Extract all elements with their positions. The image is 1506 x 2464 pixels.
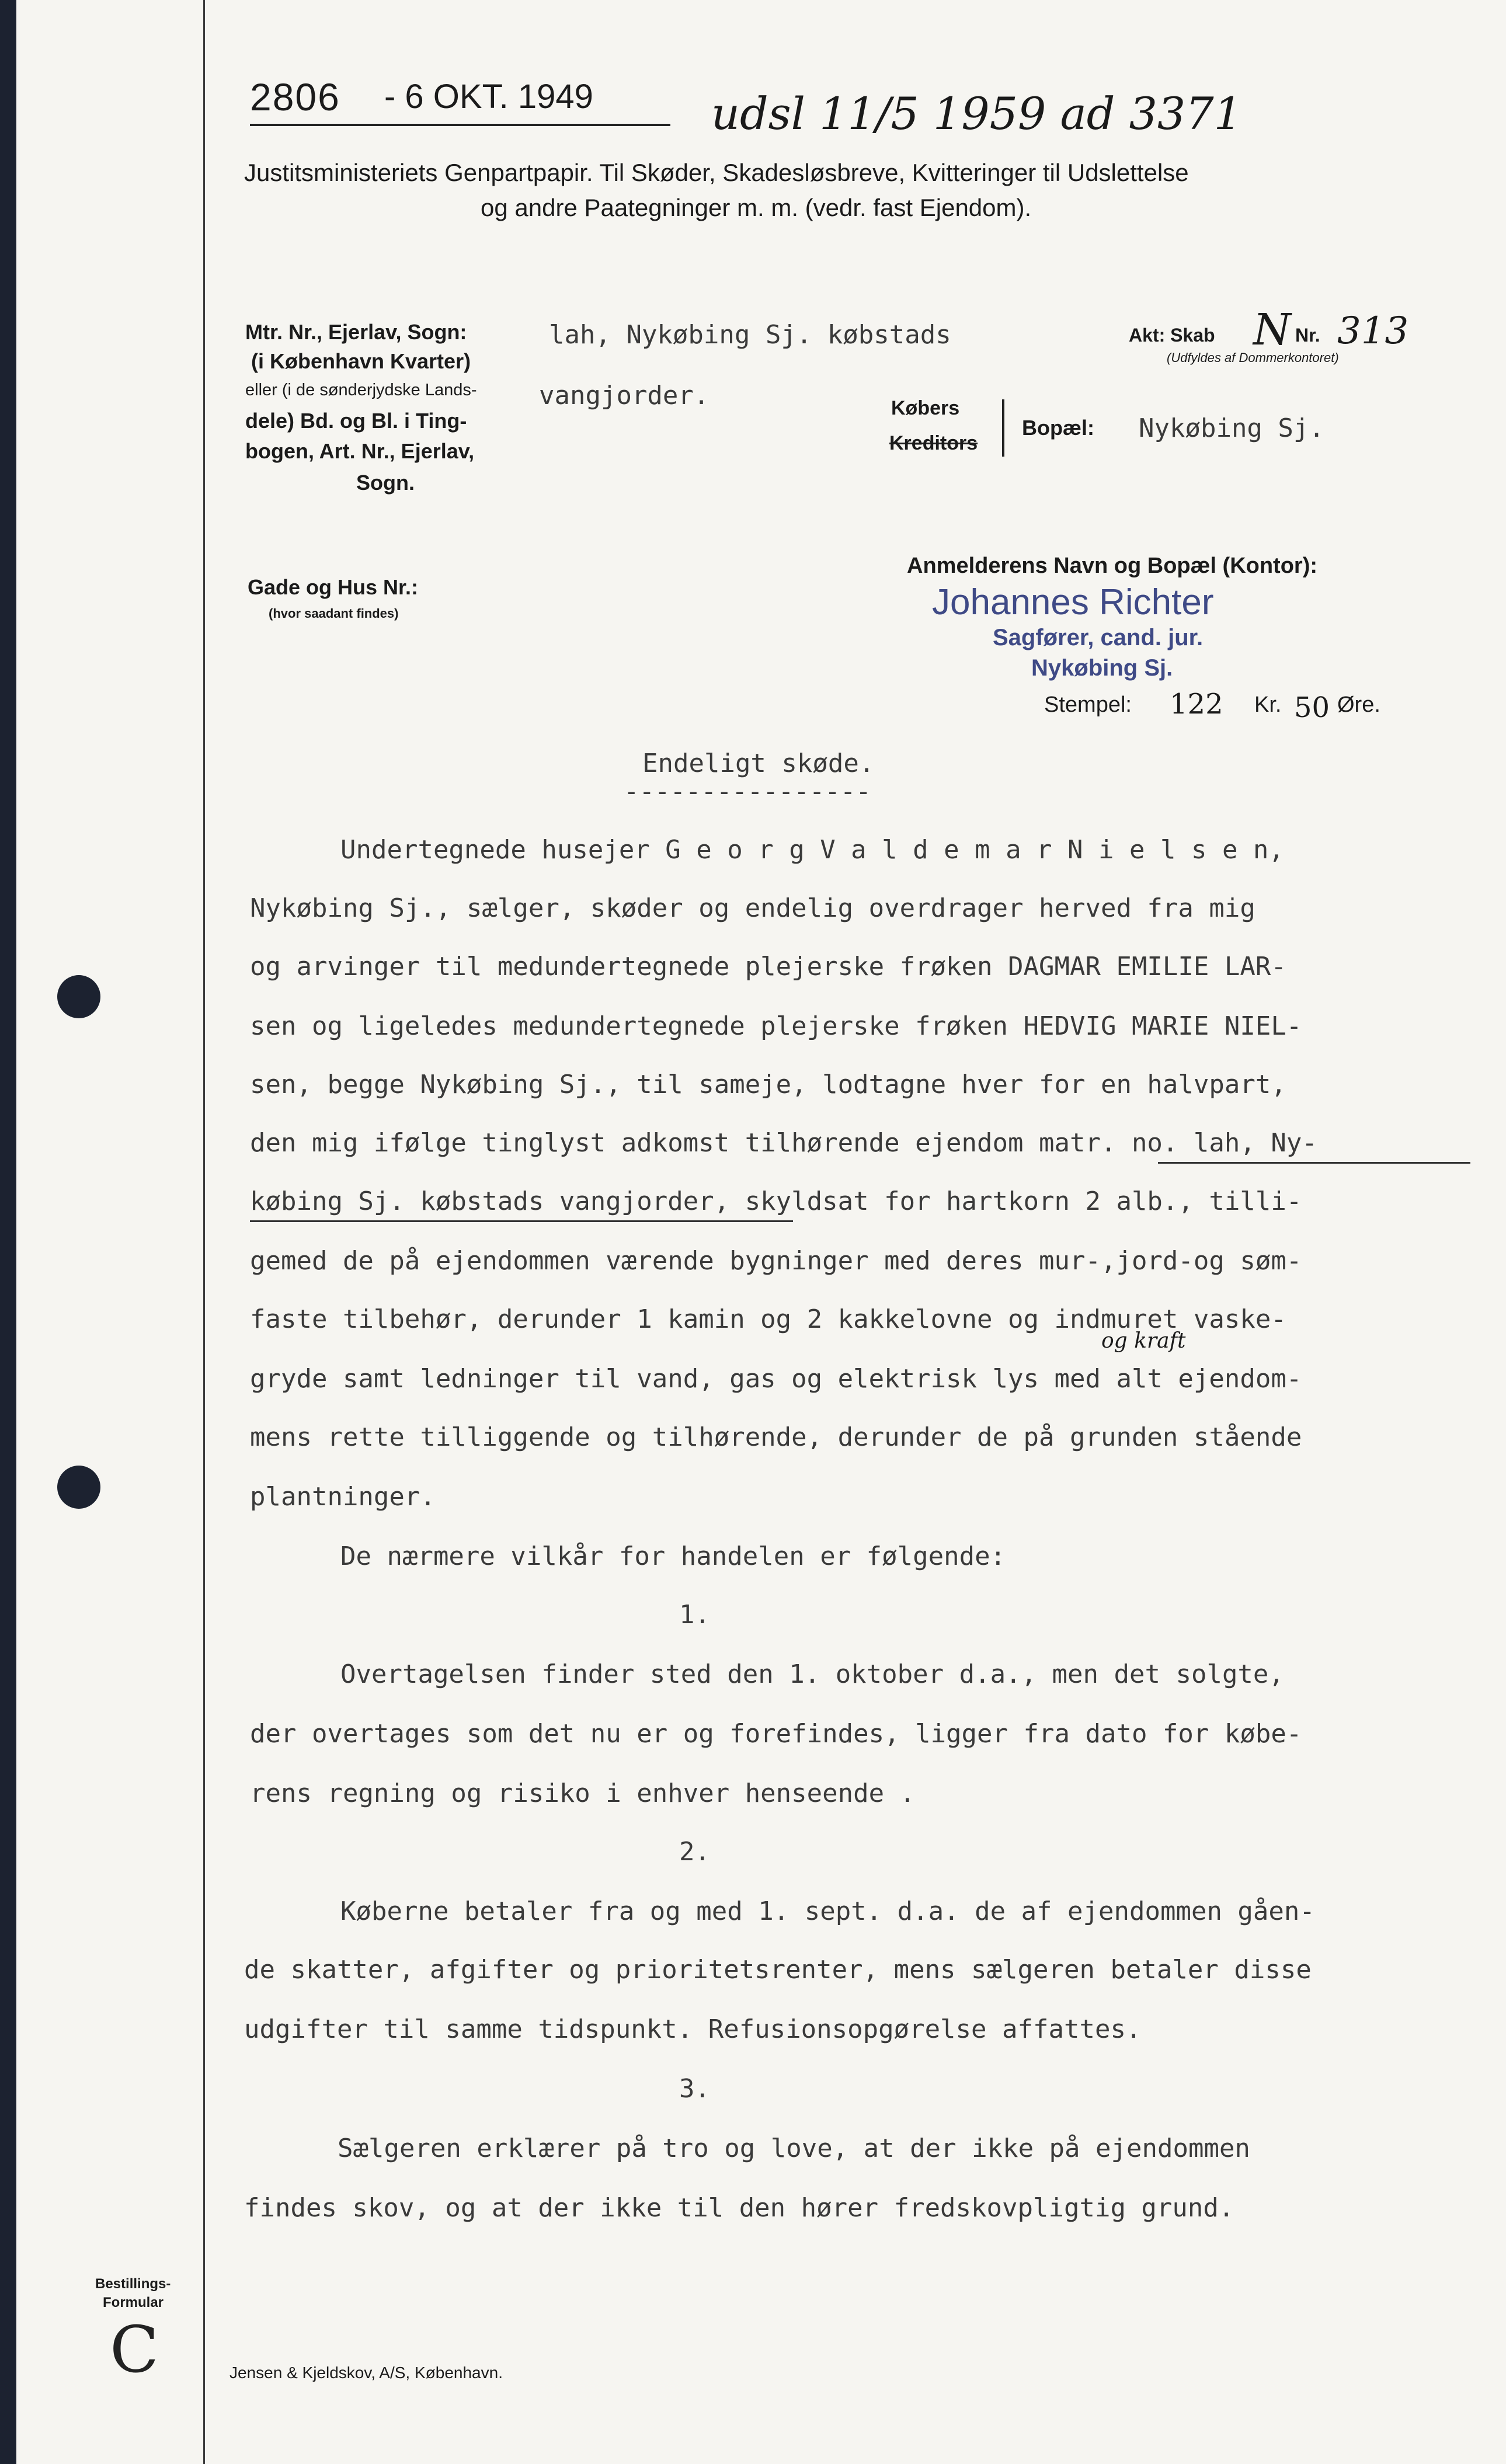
punch-hole-bottom — [57, 1466, 100, 1509]
kreditors-label: Kreditors — [889, 432, 978, 454]
handwritten-insert: og kraft — [1101, 1329, 1186, 1353]
bopael-label: Bopæl: — [1022, 416, 1094, 440]
body-line: der overtages som det nu er og forefindes, ligger fra dato for købe- — [250, 1719, 1302, 1749]
stempel-label: Stempel: — [1044, 692, 1132, 717]
body-line: Køberne betaler fra og med 1. sept. d.a. de af ejendommen gåen- — [340, 1896, 1315, 1926]
body-line: sen, begge Nykøbing Sj., til sameje, lodtagne hver for en halvpart, — [250, 1070, 1286, 1099]
anmelder-name-stamp: Johannes Richter — [932, 582, 1214, 622]
akt-note: (Udfyldes af Dommerkontoret) — [1167, 350, 1339, 365]
underline — [1158, 1162, 1470, 1164]
punch-hole-top — [57, 975, 100, 1018]
form-letter: C — [110, 2312, 159, 2387]
body-line: og arvinger til medundertegnede plejerske frøken DAGMAR EMILIE LAR- — [250, 952, 1286, 982]
mtr-label-3: eller (i de sønderjydske Lands- — [245, 381, 477, 399]
gade-label: Gade og Hus Nr.: — [248, 575, 419, 599]
printer-credit: Jensen & Kjeldskov, A/S, København. — [229, 2364, 503, 2382]
underline — [250, 1220, 793, 1222]
body-line: De nærmere vilkår for handelen er følgende: — [340, 1541, 1006, 1571]
body-line: faste tilbehør, derunder 1 kamin og 2 kakkelovne og indmuret vaske- — [250, 1304, 1286, 1334]
body-line: mens rette tilliggende og tilhørende, derunder de på grunden stående — [250, 1422, 1302, 1452]
bestillings-label-2: Formular — [103, 2295, 164, 2310]
mtr-value-1: lah, Nykøbing Sj. købstads — [549, 320, 951, 350]
deed-heading-rule: ---------------- — [624, 777, 871, 806]
brace — [1002, 399, 1004, 457]
mtr-label-6: Sogn. — [356, 471, 415, 495]
mtr-label-5: bogen, Art. Nr., Ejerlav, — [245, 439, 475, 463]
stempel-ore-value: 50 — [1294, 691, 1330, 724]
mtr-label-1: Mtr. Nr., Ejerlav, Sogn: — [245, 320, 467, 344]
bestillings-label-1: Bestillings- — [95, 2276, 171, 2292]
anmelder-title-stamp: Sagfører, cand. jur. — [993, 625, 1204, 650]
body-line: sen og ligeledes medundertegnede plejerske frøken HEDVIG MARIE NIEL- — [250, 1011, 1302, 1041]
mtr-value-2: vangjorder. — [539, 381, 709, 410]
body-line: rens regning og risiko i enhver henseende . — [250, 1779, 916, 1808]
bopael-value: Nykøbing Sj. — [1139, 413, 1324, 443]
section-number: 1. — [679, 1600, 710, 1630]
date-stamp: - 6 OKT. 1949 — [384, 78, 593, 116]
kr-label: Kr. — [1254, 692, 1282, 717]
ore-label: Øre. — [1337, 692, 1380, 717]
document-number: 2806 — [250, 75, 340, 119]
anmelder-city-stamp: Nykøbing Sj. — [1031, 655, 1173, 681]
body-line: den mig ifølge tinglyst adkomst tilhørende ejendom matr. no. lah, Ny- — [250, 1128, 1317, 1158]
anmelder-label: Anmelderens Navn og Bopæl (Kontor): — [907, 554, 1318, 578]
body-line: de skatter, afgifter og prioritetsrenter, mens sælgeren betaler disse — [244, 1955, 1312, 1985]
mtr-label-4: dele) Bd. og Bl. i Ting- — [245, 409, 467, 433]
body-line: gemed de på ejendommen værende bygninger med deres mur-,jord-og søm- — [250, 1246, 1302, 1276]
akt-nr-label: Nr. — [1295, 325, 1320, 346]
section-number: 2. — [679, 1837, 710, 1867]
deed-heading: Endeligt skøde. — [642, 749, 875, 778]
document-sheet — [16, 0, 1506, 2464]
stempel-kr-value: 122 — [1170, 688, 1223, 721]
body-line: Sælgeren erklærer på tro og love, at der ikke på ejendommen — [338, 2134, 1250, 2163]
akt-skab-label: Akt: Skab — [1129, 325, 1215, 346]
body-line: gryde samt ledninger til vand, gas og elektrisk lys med alt ejendom- — [250, 1364, 1302, 1394]
margin-line — [203, 0, 205, 2464]
body-line: udgifter til samme tidspunkt. Refusionsopgørelse affattes. — [244, 2014, 1142, 2044]
mtr-label-2: (i København Kvarter) — [251, 349, 471, 373]
kobers-label: Købers — [891, 397, 960, 419]
form-title-line-1: Justitsministeriets Genpartpapir. Til Skøder, Skadesløsbreve, Kvitteringer til Udslettelse — [244, 159, 1189, 186]
handwritten-note: udsl 11/5 1959 ad 3371 — [711, 88, 1242, 140]
header-rule — [250, 124, 670, 126]
body-line: Overtagelsen finder sted den 1. oktober d.a., men det solgte, — [340, 1659, 1284, 1689]
akt-skab-value: N — [1253, 305, 1291, 355]
form-title-line-2: og andre Paategninger m. m. (vedr. fast Ejendom). — [481, 194, 1032, 221]
body-line: findes skov, og at der ikke til den hører fredskovpligtig grund. — [244, 2193, 1234, 2223]
akt-nr-value: 313 — [1337, 309, 1409, 353]
body-line: Undertegnede husejer G e o r g V a l d e m a r N i e l s e n, — [340, 835, 1284, 865]
body-line: Nykøbing Sj., sælger, skøder og endelig overdrager herved fra mig — [250, 893, 1255, 923]
section-number: 3. — [679, 2074, 710, 2104]
body-line: plantninger. — [250, 1482, 436, 1512]
body-line: købing Sj. købstads vangjorder, skyldsat for hartkorn 2 alb., tilli- — [250, 1186, 1302, 1216]
gade-note: (hvor saadant findes) — [269, 606, 399, 621]
